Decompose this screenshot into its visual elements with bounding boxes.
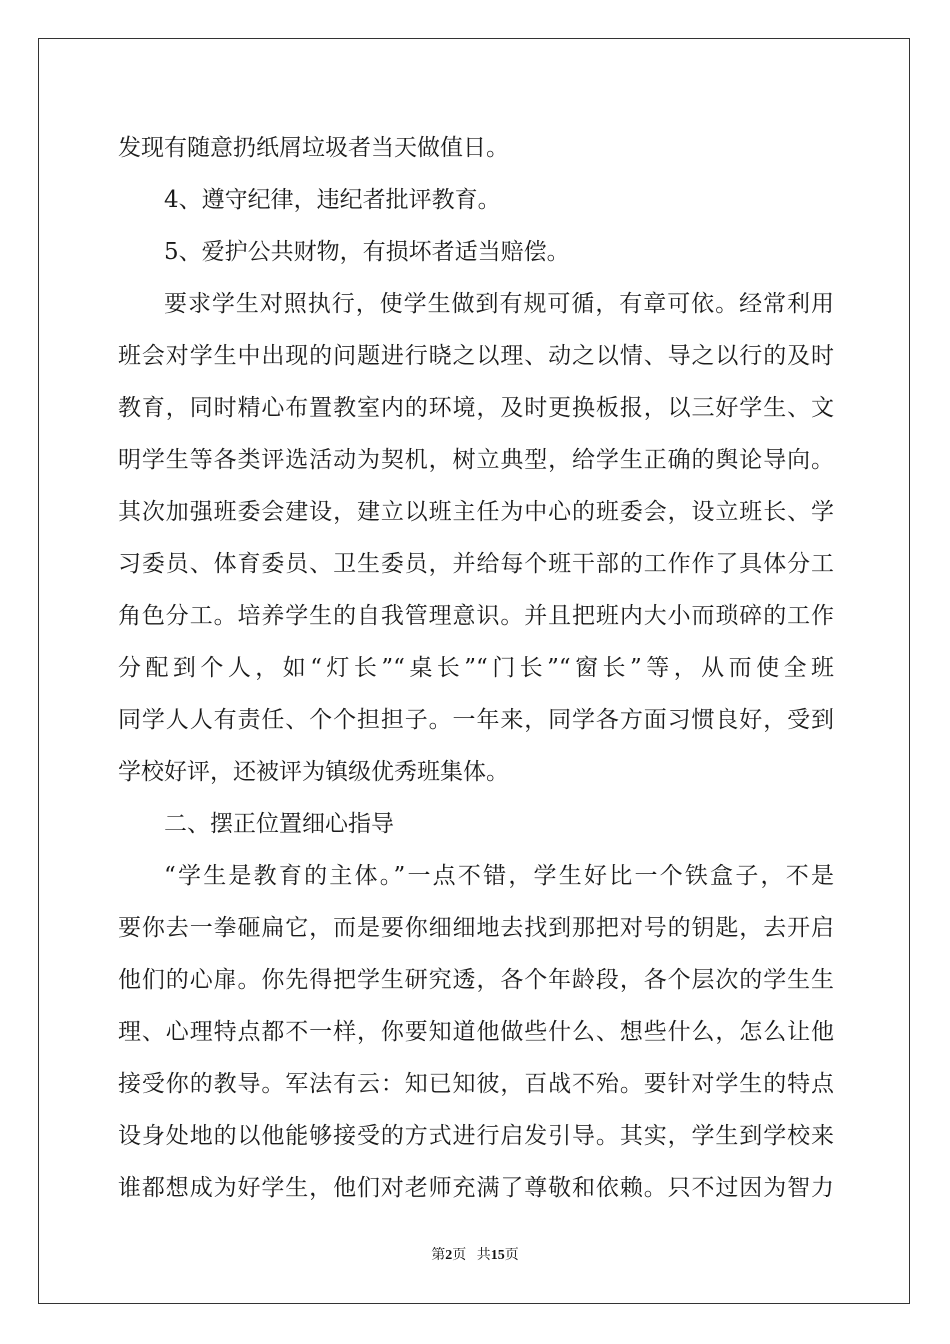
page-number: 2 [445,1248,453,1263]
document-body [118,122,834,1214]
text-line: 他们的心扉。你先得把学生研究透，各个年龄段，各个层次的学生生 [118,967,834,993]
text-line: 要求学生对照执行，使学生做到有规可循，有章可依。经常利用 [164,291,834,317]
text-line: 同学人人有责任、个个担担子。一年来，同学各方面习惯良好，受到 [118,707,834,733]
page-footer [0,1244,950,1264]
text-line: 班会对学生中出现的问题进行晓之以理、动之以情、导之以行的及时 [118,343,834,369]
text-line: 学校好评，还被评为镇级优秀班集体。 [118,759,509,785]
text-line: 4、遵守纪律，违纪者批评教育。 [164,187,501,213]
text-line: 角色分工。培养学生的自我管理意识。并且把班内大小而琐碎的工作 [118,603,834,629]
text-line: 接受你的教导。军法有云：知已知彼，百战不殆。要针对学生的特点 [118,1071,834,1097]
text-line: “学生是教育的主体。”一点不错，学生好比一个铁盒子，不是 [164,863,834,889]
text-line: 习委员、体育委员、卫生委员，并给每个班干部的工作作了具体分工 [118,551,834,577]
text-line: 发现有随意扔纸屑垃圾者当天做值日。 [118,135,509,161]
text-line: 其次加强班委会建设，建立以班主任为中心的班委会，设立班长、学 [118,499,834,525]
page-suffix: 页 [452,1248,467,1263]
text-line: 谁都想成为好学生，他们对老师充满了尊敬和依赖。只不过因为智力 [118,1175,834,1201]
total-prefix: 共 [476,1248,491,1263]
text-line: 要你去一拳砸扁它，而是要你细细地去找到那把对号的钥匙，去开启 [118,915,834,941]
text-line: 理、心理特点都不一样，你要知道他做些什么、想些什么，怎么让他 [118,1019,834,1045]
page-prefix: 第 [431,1248,446,1263]
text-line: 5、爱护公共财物，有损坏者适当赔偿。 [164,239,570,265]
text-line: 设身处地的以他能够接受的方式进行启发引导。其实，学生到学校来 [118,1123,834,1149]
text-line: 教育，同时精心布置教室内的环境，及时更换板报，以三好学生、文 [118,395,834,421]
total-pages: 15 [490,1248,505,1263]
section-heading: 二、摆正位置细心指导 [164,811,394,837]
text-line: 分配到个人，如“灯长”“桌长”“门长”“窗长”等，从而使全班 [118,655,834,681]
text-line: 明学生等各类评选活动为契机，树立典型，给学生正确的舆论导向。 [118,447,834,473]
total-suffix: 页 [504,1248,519,1263]
